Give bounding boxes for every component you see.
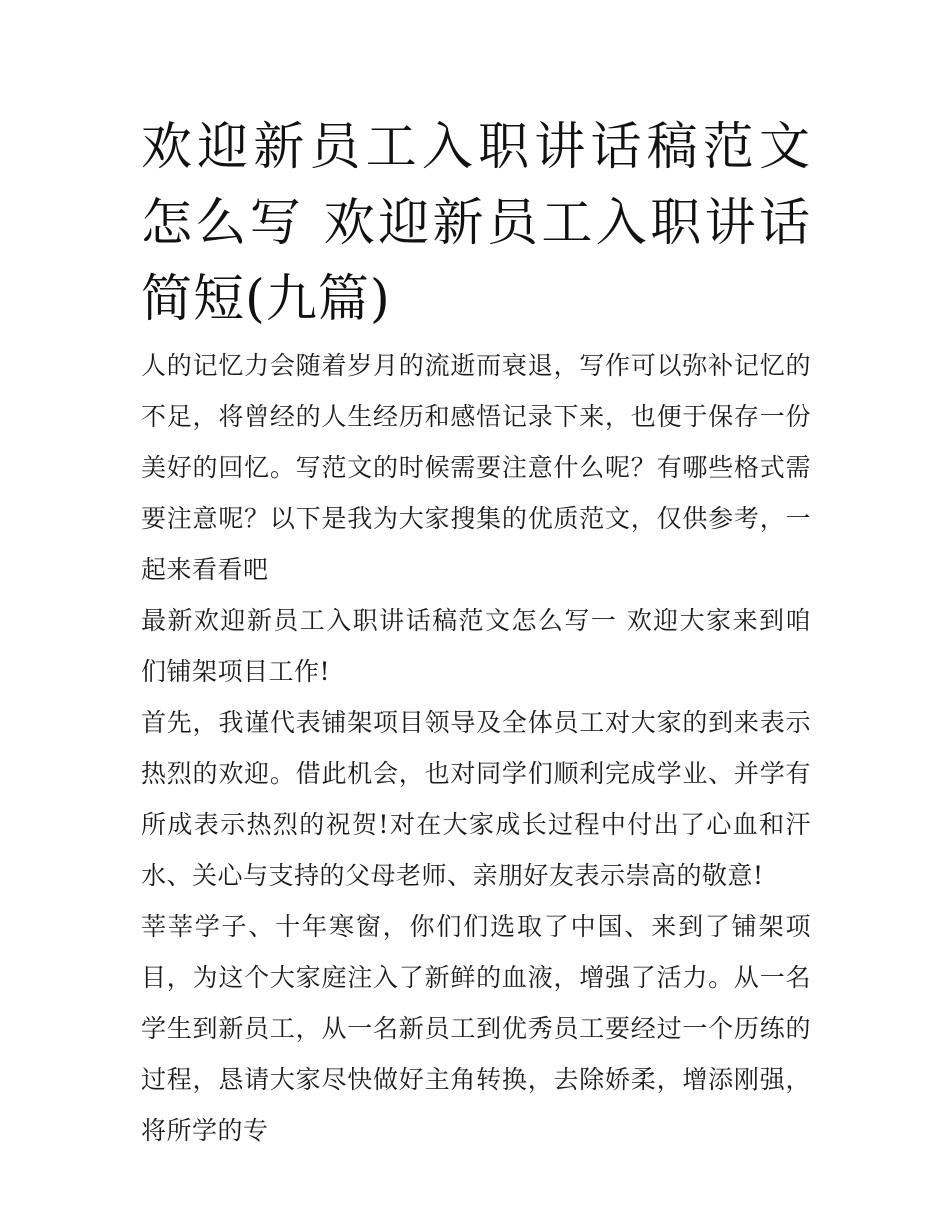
paragraph-intro: 人的记忆力会随着岁月的流逝而衰退，写作可以弥补记忆的不足，将曾经的人生经历和感悟记录下来，也便于保存一份美好的回忆。写范文的时候需要注意什么呢？有哪些格式需要注意呢？以下是我为大家搜集的优质范文，仅供参考，一起来看看吧	[141, 351, 811, 584]
document-body	[141, 340, 811, 1156]
paragraph-heading-1: 最新欢迎新员工入职讲话稿范文怎么写一 欢迎大家来到咱们铺架项目工作!	[141, 606, 811, 686]
document-title: 欢迎新员工入职讲话稿范文怎么写 欢迎新员工入职讲话简短(九篇)	[141, 118, 811, 329]
document-content	[141, 110, 811, 1156]
paragraph-welcome: 首先，我谨代表铺架项目领导及全体员工对大家的到来表示热烈的欢迎。借此机会，也对同学们顺利完成学业、并学有所成表示热烈的祝贺!对在大家成长过程中付出了心血和汗水、关心与支持的父母老师、亲朋好友表示崇高的敬意!	[141, 708, 811, 890]
paragraph-students: 莘莘学子、十年寒窗，你们们选取了中国、来到了铺架项目，为这个大家庭注入了新鲜的血液，增强了活力。从一名学生到新员工，从一名新员工到优秀员工要经过一个历练的过程，恳请大家尽快做好主角转换，去除娇柔，增添刚强，将所学的专	[141, 912, 811, 1145]
